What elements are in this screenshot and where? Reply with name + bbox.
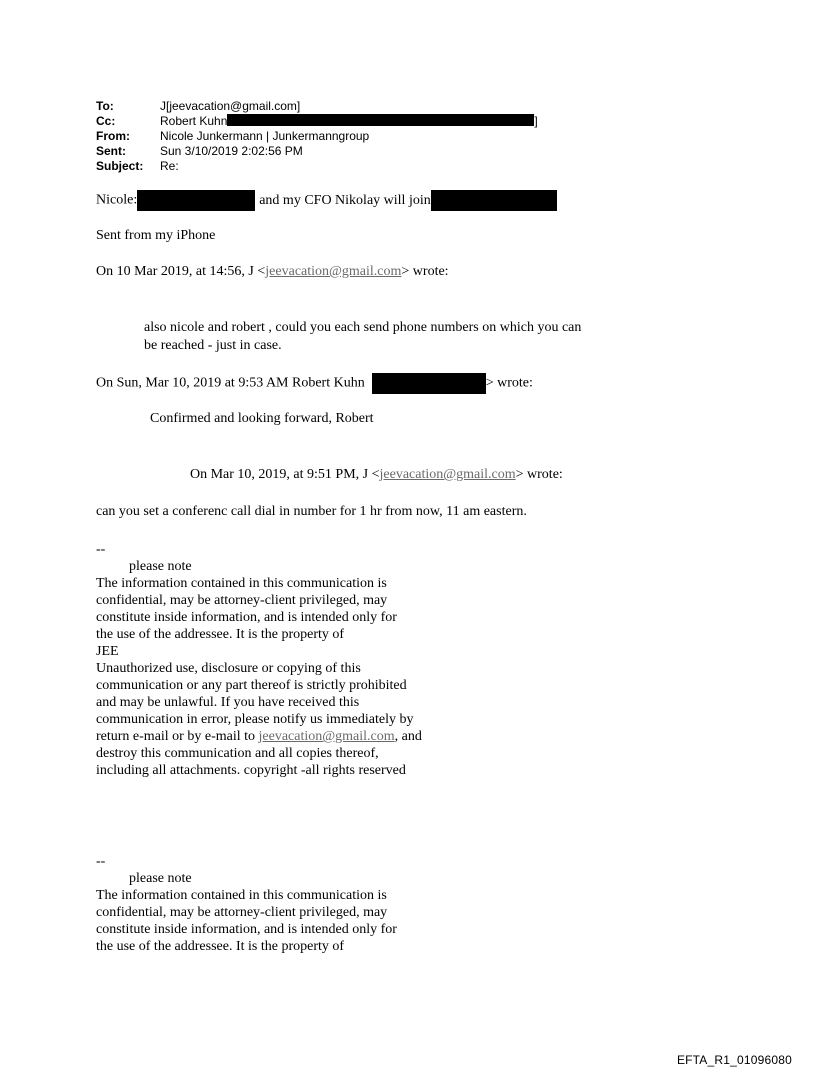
quote2-prefix: On Sun, Mar 10, 2019 at 9:53 AM Robert Kuhn	[96, 375, 365, 391]
document-id: EFTA_R1_01096080	[676, 1053, 792, 1067]
header-from-row	[96, 129, 538, 144]
disclaimer-line: the use of the addressee. It is the property of	[96, 627, 345, 642]
disclaimer-block	[96, 853, 397, 955]
disclaimer-line: including all attachments. copyright -all rights reserved	[96, 763, 406, 778]
header-to-row	[96, 99, 538, 114]
subject-label: Subject:	[96, 159, 144, 173]
from-label: From:	[96, 129, 130, 143]
disclaimer-line: and may be unlawful. If you have received this	[96, 695, 360, 710]
disclaimer-line: JEE	[96, 644, 119, 659]
msg1-line2: be reached - just in case.	[144, 338, 282, 353]
redaction-box	[227, 114, 534, 126]
sent-value: Sun 3/10/2019 2:02:56 PM	[160, 144, 303, 158]
disclaimer-line: communication or any part thereof is strictly prohibited	[96, 678, 407, 693]
disclaimer-block	[96, 541, 422, 779]
header-sent-row	[96, 144, 538, 159]
quote3-email-link[interactable]: jeevacation@gmail.com	[379, 467, 516, 482]
to-value: J[jeevacation@gmail.com]	[160, 99, 301, 113]
redaction-box	[137, 190, 255, 211]
disclaimer-line: communication in error, please notify us immediately by	[96, 712, 414, 727]
quote1-suffix: > wrote:	[401, 264, 449, 279]
disclaimer-email-link[interactable]: jeevacation@gmail.com	[258, 729, 395, 744]
quote2-suffix: > wrote:	[485, 375, 533, 391]
disclaimer-line: The information contained in this communication is	[96, 888, 387, 903]
to-label: To:	[96, 99, 114, 113]
disclaimer-note: please note	[129, 559, 192, 574]
msg3-line: can you set a conferenc call dial in number for 1 hr from now, 11 am eastern.	[96, 504, 527, 519]
disclaimer-line: confidential, may be attorney-client privileged, may	[96, 593, 388, 608]
subject-value: Re:	[160, 159, 179, 173]
disclaimer-line: The information contained in this communication is	[96, 576, 387, 591]
quote3-suffix: > wrote:	[515, 467, 563, 482]
disclaimer-line: constitute inside information, and is intended only for	[96, 922, 397, 937]
disclaimer-email-prefix: return e-mail or by e-mail to	[96, 729, 259, 744]
msg2-line: Confirmed and looking forward, Robert	[150, 411, 374, 426]
cc-close: ]	[534, 114, 538, 128]
cc-label: Cc:	[96, 114, 116, 128]
disclaimer-line: Unauthorized use, disclosure or copying of this	[96, 661, 361, 676]
sent-label: Sent:	[96, 144, 126, 158]
msg1-line1: also nicole and robert , could you each send phone numbers on which you can	[144, 320, 582, 335]
sent-from-line: Sent from my iPhone	[96, 228, 216, 243]
disclaimer-line: destroy this communication and all copies thereof,	[96, 746, 379, 761]
nicole-prefix: Nicole:	[96, 192, 138, 208]
cc-value: Robert Kuhn	[160, 114, 228, 128]
quote1-line	[96, 263, 449, 280]
disclaimer-line: confidential, may be attorney-client privileged, may	[96, 905, 388, 920]
quote1-email-link[interactable]: jeevacation@gmail.com	[265, 264, 402, 279]
disclaimer-dashes: --	[96, 854, 106, 869]
redaction-box	[372, 373, 486, 394]
header-cc-row	[96, 114, 538, 129]
nicole-line	[96, 190, 557, 211]
disclaimer-line: constitute inside information, and is intended only for	[96, 610, 397, 625]
disclaimer-note: please note	[129, 871, 192, 886]
quote3-prefix: On Mar 10, 2019, at 9:51 PM, J <	[190, 467, 380, 482]
quote2-line	[96, 373, 533, 394]
nicole-middle: and my CFO Nikolay will join	[259, 192, 431, 208]
from-value: Nicole Junkermann | Junkermanngroup	[160, 129, 370, 143]
disclaimer-line: the use of the addressee. It is the property of	[96, 939, 345, 954]
disclaimer-email-suffix: , and	[394, 729, 422, 744]
redaction-box	[431, 190, 557, 211]
disclaimer-dashes: --	[96, 542, 106, 557]
disclaimer-line	[96, 728, 422, 745]
quote1-prefix: On 10 Mar 2019, at 14:56, J <	[96, 264, 266, 279]
quote3-line	[190, 466, 563, 483]
header-subject-row	[96, 159, 538, 174]
email-header	[96, 99, 538, 174]
